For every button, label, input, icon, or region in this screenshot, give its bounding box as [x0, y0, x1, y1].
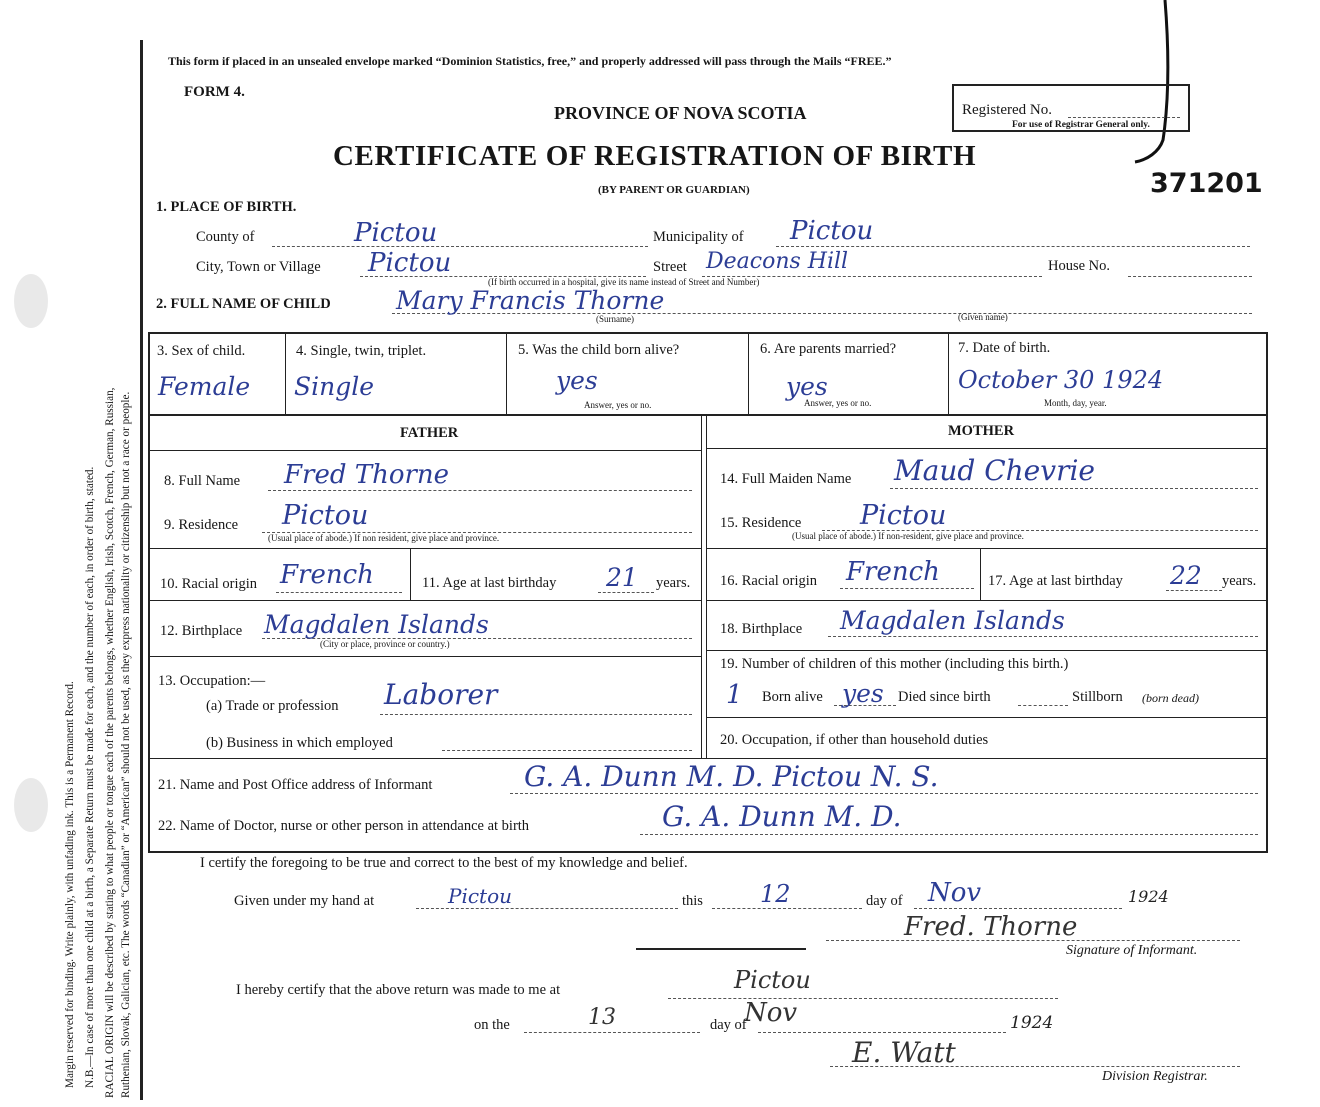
reg-place-line — [668, 998, 1058, 1000]
mother-row-rule-4 — [707, 650, 1266, 651]
city-value: Pictou — [368, 248, 452, 278]
reg-day-value: 13 — [588, 1005, 616, 1030]
father-occupation-label: 13. Occupation:— — [158, 673, 266, 689]
table-left-rule — [148, 332, 150, 852]
mother-name-value: Maud Chevrie — [894, 454, 1095, 487]
table-right-rule — [1266, 332, 1268, 852]
mother-died-line — [1018, 705, 1068, 707]
father-row-rule-4 — [148, 656, 701, 657]
mother-stillborn-label: Stillborn — [1072, 689, 1123, 705]
margin-note-racial-1: RACIAL ORIGIN will be described by stating to what people or tongue each of the parents belongs, whether English, Irish, Scotch, French, German, Russian, — [104, 387, 116, 1098]
municipality-label: Municipality of — [653, 229, 744, 245]
house-number-label: House No. — [1048, 258, 1111, 274]
form-number: FORM 4. — [184, 84, 245, 100]
margin-note-births: N.B.—In case of more than one child at a birth, a Separate Return must be made for each, and the number of each, in order of birth, stated. — [84, 466, 96, 1088]
given-this-label: this — [682, 893, 703, 909]
mother-age-value: 22 — [1170, 561, 1202, 590]
reg-day-line — [524, 1032, 700, 1034]
given-month-value: Nov — [928, 878, 982, 908]
mother-name-label: 14. Full Maiden Name — [720, 471, 852, 487]
city-label: City, Town or Village — [196, 259, 321, 275]
county-value: Pictou — [354, 218, 438, 248]
mother-birthplace-value: Magdalen Islands — [840, 606, 1065, 635]
county-line — [272, 246, 648, 248]
mother-heading: MOTHER — [948, 423, 1015, 439]
row3-bottom-rule — [148, 414, 1268, 416]
given-place-value: Pictou — [448, 884, 513, 908]
born-alive-label: 5. Was the child born alive? — [518, 342, 680, 358]
province-heading: PROVINCE OF NOVA SCOTIA — [554, 103, 807, 123]
informant-line — [510, 793, 1258, 795]
father-age-line — [598, 592, 654, 594]
parents-married-value: yes — [786, 372, 828, 401]
father-trade-value: Laborer — [384, 678, 498, 711]
table-top-rule — [148, 332, 1268, 334]
mother-born-alive-value: yes — [842, 679, 884, 708]
father-race-value: French — [280, 560, 374, 590]
binding-hole-top — [14, 274, 48, 328]
mother-age-label: 17. Age at last birthday — [988, 573, 1123, 589]
father-residence-note: (Usual place of abode.) If non resident, give place and province. — [268, 533, 500, 543]
given-day-line — [712, 908, 862, 910]
father-name-value: Fred Thorne — [284, 460, 450, 490]
mother-born-alive-label: Born alive — [762, 689, 823, 705]
registrar-label: Division Registrar. — [1102, 1069, 1208, 1084]
registrar-statement: I hereby certify that the above return was made to me at — [236, 982, 561, 998]
given-day-of-label: day of — [866, 893, 903, 909]
mother-row-rule-5 — [707, 717, 1266, 718]
father-name-line — [268, 490, 692, 492]
house-number-line — [1128, 276, 1252, 278]
given-name-note: (Given name) — [958, 312, 1008, 322]
street-label: Street — [653, 259, 687, 275]
certify-separator — [636, 948, 806, 950]
binding-margin-rule — [140, 40, 143, 1100]
mother-race-age-divider — [980, 548, 981, 600]
mail-notice: This form if placed in an unsealed envelope marked “Dominion Statistics, free,” and properly addressed will pass through the Mails “FREE.” — [168, 54, 892, 68]
informant-label: 21. Name and Post Office address of Informant — [158, 777, 433, 793]
given-place-line — [416, 908, 678, 910]
col-divider-4-5 — [506, 332, 507, 414]
county-label: County of — [196, 229, 255, 245]
given-year-value: 1924 — [1128, 887, 1169, 906]
mother-row-rule-3 — [707, 600, 1266, 601]
col-divider-6-7 — [948, 332, 949, 414]
father-race-age-divider — [410, 548, 411, 600]
father-row-rule-3 — [148, 600, 701, 601]
reg-month-value: Nov — [744, 998, 798, 1028]
table-bottom-rule — [148, 851, 1268, 853]
father-birthplace-label: 12. Birthplace — [160, 623, 243, 639]
sex-value: Female — [158, 372, 251, 401]
informant-signature: Fred. Thorne — [904, 912, 1078, 942]
registered-number: 371201 — [1150, 168, 1263, 199]
parents-divider-right — [706, 414, 707, 758]
mother-race-label: 16. Racial origin — [720, 573, 818, 589]
father-race-label: 10. Racial origin — [160, 576, 258, 592]
father-residence-label: 9. Residence — [164, 517, 239, 533]
registrar-use-note: For use of Registrar General only. — [1012, 120, 1150, 130]
mother-residence-label: 15. Residence — [720, 515, 802, 531]
informant-signature-label: Signature of Informant. — [1066, 943, 1198, 958]
child-name-label: 2. FULL NAME OF CHILD — [156, 296, 331, 312]
certificate-title: CERTIFICATE OF REGISTRATION OF BIRTH — [333, 140, 977, 172]
father-trade-line — [380, 714, 692, 716]
mother-residence-note: (Usual place of abode.) If non-resident, give place and province. — [792, 531, 1024, 541]
born-alive-value: yes — [556, 366, 598, 395]
margin-note-binding: Margin reserved for binding. Write plainly, with unfading ink. This is a Permanent Record. — [64, 681, 76, 1088]
table-row-rule-21 — [148, 758, 1268, 759]
municipality-line — [776, 246, 1250, 248]
mother-children-label: 19. Number of children of this mother (including this birth.) — [720, 656, 1069, 672]
hospital-note: (If birth occurred in a hospital, give its name instead of Street and Number) — [488, 277, 760, 287]
father-age-value: 21 — [606, 563, 638, 592]
mother-age-line — [1166, 590, 1222, 592]
binding-hole-bottom — [14, 778, 48, 832]
parents-married-answer-note: Answer, yes or no. — [804, 398, 872, 408]
on-the-label: on the — [474, 1017, 510, 1033]
reg-month-line — [758, 1032, 1006, 1034]
father-heading: FATHER — [400, 425, 459, 441]
informant-value: G. A. Dunn M. D. Pictou N. S. — [524, 760, 939, 793]
father-age-label: 11. Age at last birthday — [422, 575, 557, 591]
father-residence-value: Pictou — [282, 500, 369, 531]
doctor-line — [640, 834, 1258, 836]
mother-stillborn-note: (born dead) — [1142, 691, 1199, 705]
certificate-subtitle: (BY PARENT OR GUARDIAN) — [598, 184, 750, 196]
mother-birthplace-label: 18. Birthplace — [720, 621, 803, 637]
doctor-value: G. A. Dunn M. D. — [662, 800, 902, 833]
municipality-value: Pictou — [790, 216, 874, 246]
mother-row-rule-1 — [707, 448, 1266, 449]
certify-statement: I certify the foregoing to be true and correct to the best of my knowledge and belief. — [200, 855, 688, 871]
father-birthplace-value: Magdalen Islands — [264, 610, 489, 639]
registered-label: Registered No. — [962, 102, 1052, 118]
reg-year-value: 1924 — [1010, 1013, 1054, 1033]
date-of-birth-label: 7. Date of birth. — [958, 340, 1051, 356]
father-row-rule-2 — [148, 548, 701, 549]
mother-residence-value: Pictou — [860, 500, 947, 531]
plurality-value: Single — [294, 372, 375, 401]
mother-occupation-label: 20. Occupation, if other than household duties — [720, 732, 989, 748]
mother-row-rule-2 — [707, 548, 1266, 549]
mother-birthplace-line — [828, 636, 1258, 638]
registered-line — [1068, 117, 1180, 119]
sex-label: 3. Sex of child. — [157, 343, 246, 359]
father-business-label: (b) Business in which employed — [206, 735, 393, 751]
surname-note: (Surname) — [596, 314, 634, 324]
date-of-birth-note: Month, day, year. — [1044, 398, 1107, 408]
plurality-label: 4. Single, twin, triplet. — [296, 343, 427, 359]
given-day-value: 12 — [760, 880, 791, 908]
given-under-label: Given under my hand at — [234, 893, 375, 909]
margin-note-racial-2: Ruthenian, Slovak, Galician, etc. The words “Canadian” or “American” should not be used, as they express nationality or citizenship but not a race or people. — [120, 391, 132, 1098]
mother-age-years: years. — [1222, 573, 1257, 589]
mother-children-count: 1 — [726, 680, 743, 710]
col-divider-5-6 — [748, 332, 749, 414]
father-age-years: years. — [656, 575, 691, 591]
col-divider-3-4 — [285, 332, 286, 414]
father-business-line — [442, 750, 692, 752]
father-race-line — [276, 592, 402, 594]
parents-divider-left — [701, 414, 702, 758]
parents-married-label: 6. Are parents married? — [760, 341, 897, 357]
given-month-line — [914, 908, 1122, 910]
registrar-signature: E. Watt — [852, 1036, 956, 1069]
mother-died-label: Died since birth — [898, 689, 991, 705]
street-value: Deacons Hill — [706, 249, 849, 274]
place-of-birth-heading: 1. PLACE OF BIRTH. — [156, 199, 297, 215]
mother-race-line — [840, 588, 974, 590]
doctor-label: 22. Name of Doctor, nurse or other person in attendance at birth — [158, 818, 530, 834]
date-of-birth-value: October 30 1924 — [958, 366, 1164, 394]
father-name-label: 8. Full Name — [164, 473, 241, 489]
father-row-rule-1 — [148, 450, 701, 451]
reg-place-value: Pictou — [734, 966, 811, 994]
mother-race-value: French — [846, 557, 940, 587]
child-name-value: Mary Francis Thorne — [396, 286, 665, 315]
born-alive-answer-note: Answer, yes or no. — [584, 400, 652, 410]
father-birthplace-note: (City or place, province or country.) — [320, 639, 450, 649]
reg-day-of-label: day of — [710, 1017, 747, 1033]
mother-name-line — [890, 488, 1258, 490]
father-trade-label: (a) Trade or profession — [206, 698, 339, 714]
